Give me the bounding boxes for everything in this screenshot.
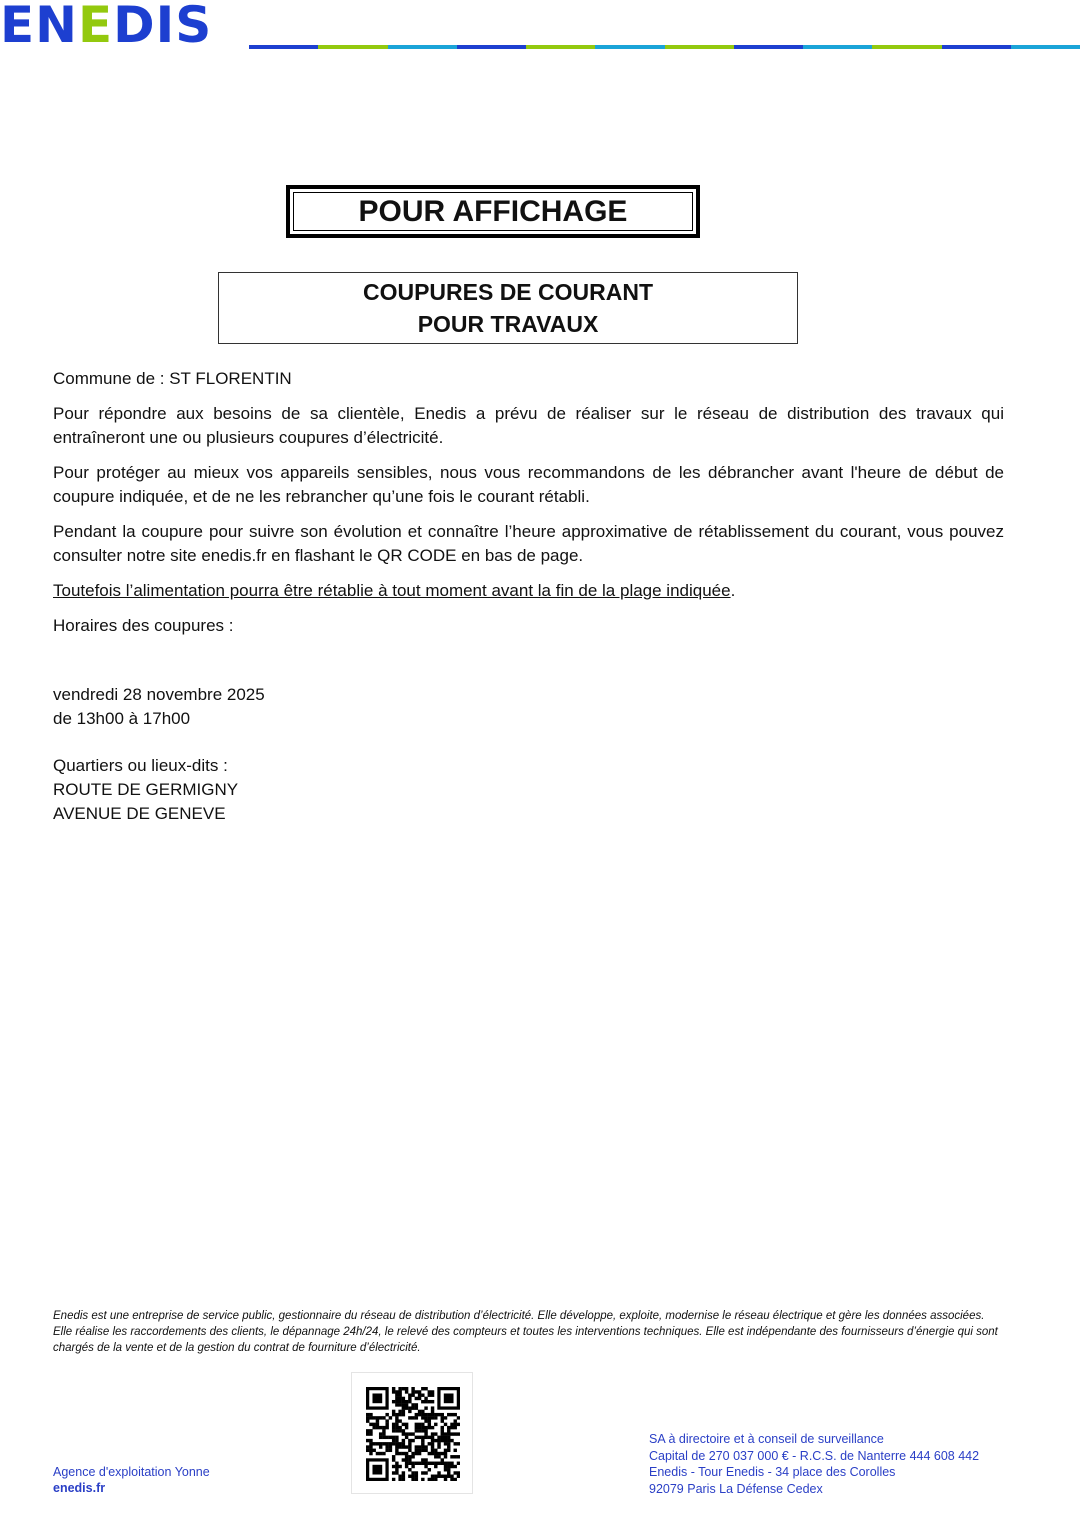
area-item: AVENUE DE GENEVE — [53, 804, 226, 823]
schedule-heading: Horaires des coupures : — [53, 616, 234, 635]
header-line-segment — [665, 45, 734, 49]
legal-info — [649, 1431, 979, 1497]
header-line-segment — [595, 45, 664, 49]
legal-line: Capital de 270 037 000 € - R.C.S. de Nanterre 444 608 442 — [649, 1448, 980, 1463]
subtitle-line-2: POUR TRAVAUX — [417, 311, 599, 337]
restoration-underlined: Toutefois l’alimentation pourra être rétablie à tout moment avant la fin de la plage indiquée — [53, 581, 731, 600]
areas-heading: Quartiers ou lieux-dits : — [53, 756, 228, 775]
header-line-segment — [318, 45, 387, 49]
outage-time-range: de 13h00 à 17h00 — [53, 709, 191, 728]
footer-disclaimer: Enedis est une entreprise de service public, gestionnaire du réseau de distribution d’électricité. Elle développe, exploite, modernise le réseau électrique et gère les données associées. Elle réalise les raccordements des clients, le dépannage 24h/24, le relevé des compteurs et toutes les interventions techniques. Elle est indépendante des fournisseurs d’énergie qui sont chargés de la vente et de la gestion du contrat de fourniture d’électricité. — [53, 1310, 998, 1354]
subtitle-line-1: COUPURES DE COURANT — [362, 279, 654, 305]
agency-name: Agence d'exploitation Yonne — [53, 1465, 210, 1479]
header-line-segment — [249, 45, 318, 49]
header-line-segment — [1011, 45, 1080, 49]
legal-line: 92079 Paris La Défense Cedex — [649, 1481, 823, 1496]
website-link[interactable]: enedis.fr — [53, 1481, 106, 1495]
header-line-segment — [457, 45, 526, 49]
restoration-period: . — [730, 581, 736, 600]
legal-line: Enedis - Tour Enedis - 34 place des Corolles — [649, 1465, 896, 1479]
header-line-segment — [734, 45, 803, 49]
qr-code[interactable] — [351, 1372, 473, 1494]
page-title: POUR AFFICHAGE — [358, 194, 628, 228]
agency-block — [53, 1464, 210, 1496]
legal-line: SA à directoire et à conseil de surveillance — [649, 1432, 884, 1446]
subtitle-box — [218, 272, 798, 344]
outage-date: vendredi 28 novembre 2025 — [53, 685, 265, 704]
commune-label: Commune de : ST FLORENTIN — [53, 369, 292, 388]
qr-code-image — [366, 1387, 460, 1481]
header-line-segment — [388, 45, 457, 49]
paragraph-appliances: Pour protéger au mieux vos appareils sensibles, nous vous recommandons de les débrancher avant l'heure de début de coupure indiquée, et de ne les rebrancher qu’une fois le courant rétabli. — [53, 463, 1004, 506]
enedis-logo: ENEDIS — [0, 0, 213, 54]
title-box — [286, 185, 700, 238]
header-line-segment — [803, 45, 872, 49]
area-item: ROUTE DE GERMIGNY — [53, 780, 239, 799]
paragraph-tracking: Pendant la coupure pour suivre son évolution et connaître l’heure approximative de rétablissement du courant, vous pouvez consulter notre site enedis.fr en flashant le QR CODE en bas de page. — [53, 522, 1004, 565]
header-line-segment — [872, 45, 941, 49]
paragraph-restoration — [53, 579, 1004, 603]
paragraph-works: Pour répondre aux besoins de sa clientèle, Enedis a prévu de réaliser sur le réseau de distribution des travaux qui entraîneront une ou plusieurs coupures d’électricité. — [53, 404, 1004, 447]
header-divider — [249, 45, 1080, 49]
header-line-segment — [526, 45, 595, 49]
notice-body — [53, 367, 1004, 826]
header-line-segment — [942, 45, 1011, 49]
